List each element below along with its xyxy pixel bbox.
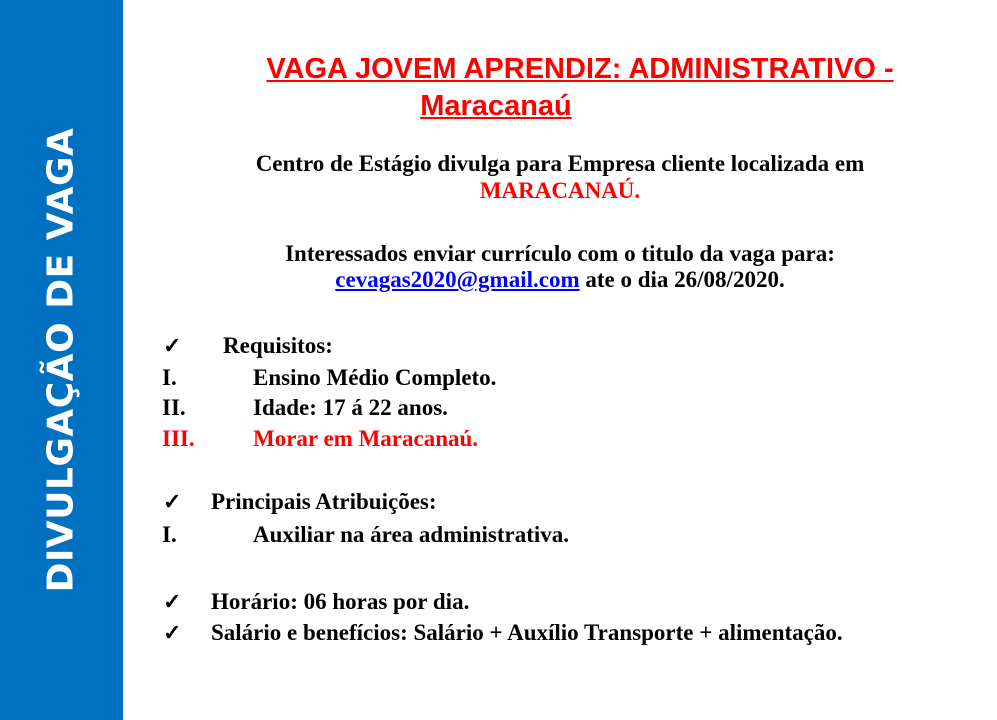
email-link[interactable]: cevagas2020@gmail.com [335, 267, 580, 292]
job-title-line-1: VAGA JOVEM APRENDIZ: ADMINISTRATIVO - [266, 53, 894, 85]
requirements-heading: Requisitos: [223, 333, 333, 358]
requirement-number: II. [162, 395, 186, 420]
requirement-number: III. [162, 426, 195, 451]
intro-text: Centro de Estágio divulga para Empresa cliente localizada em [255, 151, 865, 176]
duty-text: Auxiliar na área administrativa. [253, 522, 570, 547]
sidebar-label: DIVULGAÇÃO DE VAGA [40, 127, 82, 593]
check-icon: ✓ [163, 489, 182, 514]
duties-heading: Principais Atribuições: [211, 489, 437, 514]
duty-number: I. [162, 522, 177, 547]
apply-line [123, 266, 997, 294]
apply-instructions: Interessados enviar currículo com o titulo da vaga para: [285, 241, 835, 266]
intro-city: MARACANAÚ. [479, 178, 641, 203]
requirement-text: Idade: 17 á 22 anos. [253, 395, 448, 420]
check-icon: ✓ [163, 620, 182, 645]
check-icon: ✓ [163, 333, 182, 358]
requirement-text: Ensino Médio Completo. [253, 365, 497, 390]
sidebar-banner [0, 0, 123, 720]
requirement-number: I. [162, 365, 177, 390]
schedule-text: Horário: 06 horas por dia. [211, 589, 470, 614]
deadline-text: ate o dia 26/08/2020. [579, 267, 785, 292]
requirement-text: Morar em Maracanaú. [253, 426, 479, 451]
job-title-line-2: Maracanaú [420, 90, 572, 122]
check-icon: ✓ [163, 589, 182, 614]
salary-text: Salário e benefícios: Salário + Auxílio Transporte + alimentação. [211, 620, 843, 645]
